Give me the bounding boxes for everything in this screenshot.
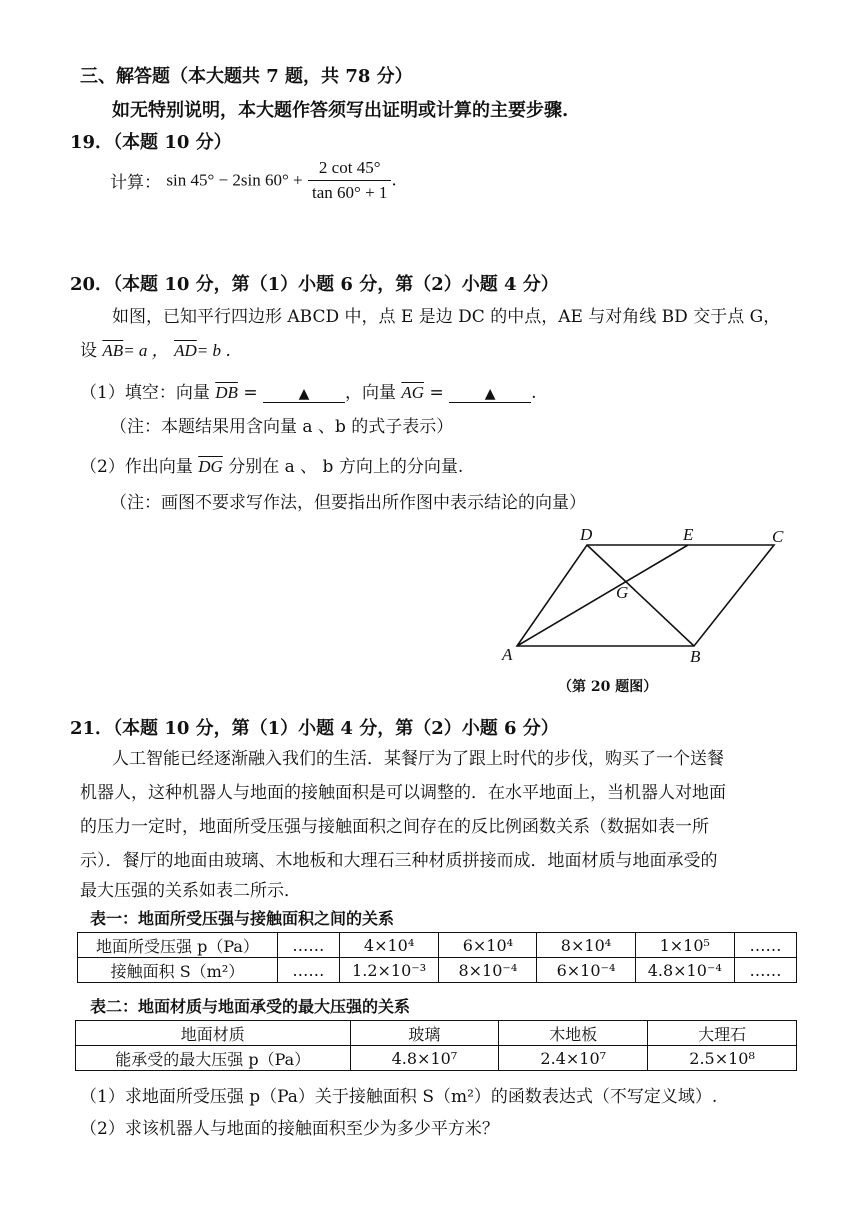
q20-set-word: 设 [80,341,97,361]
table-cell: 4.8×10⁷ [350,1046,499,1071]
q19-points: （本题 10 分） [113,132,232,153]
table2-title: 表二：地面材质与地面承受的最大压强的关系 [90,997,411,1016]
label-b: B [690,647,701,666]
q20-header [70,270,559,296]
label-e: E [683,525,694,544]
table-cell: 8×10⁴ [537,933,635,958]
vector-dg: $\overline{DG}$ [198,457,223,476]
parallelogram-abcd [517,545,774,646]
table-cell: 地面所受压强 p（Pa） [78,933,278,958]
q21-line-4: 示）．餐厅的地面由玻璃、木地板和大理石三种材质拼接而成．地面材质与地面承受的 [80,851,718,871]
table1 [77,932,797,983]
table-row [76,1046,797,1071]
q21-line-3: 的压力一定时，地面所受压强与接触面积之间存在的反比例函数关系（数据如表一所 [80,817,709,837]
q20-stem-line1: 如图，已知平行四边形 ABCD 中，点 E 是边 DC 的中点，AE 与对角线 BD 交于点 G， [112,307,781,327]
q20-p1-mid: ，向量 [344,383,396,403]
table-cell: 8×10⁻⁴ [439,958,537,983]
parallelogram-figure [490,520,810,700]
q19-frac-denominator: tan 60° + 1 [312,183,388,202]
q20-p1-eq1: = [243,383,258,403]
eq-a: = a ， [123,341,169,360]
q19-end: . [391,170,397,191]
q20-points: （本题 10 分，第（1）小题 6 分，第（2）小题 4 分） [113,274,559,295]
q20-part2 [80,452,463,477]
q19-number: 19． [70,132,114,153]
table-cell: 1×10⁵ [635,933,734,958]
q21-points: （本题 10 分，第（1）小题 4 分，第（2）小题 6 分） [113,718,559,739]
q21-line-2: 机器人，这种机器人与地面的接触面积是可以调整的．在水平地面上，当机器人对地面 [80,783,726,803]
q19-expression [110,158,397,203]
table1-title: 表一：地面所受压强与接触面积之间的关系 [90,909,395,928]
table-cell: 能承受的最大压强 p（Pa） [76,1046,351,1071]
q20-part1 [80,378,537,403]
q20-number: 20． [70,274,114,295]
q20-stem-line2 [80,336,242,361]
q19-lead: 计算： [110,173,161,193]
table-row [78,933,797,958]
q20-p1-eq2: = [429,383,444,403]
q20-p1-note: （注：本题结果用含向量 a 、b 的式子表示） [110,417,454,437]
q20-p2-note: （注：画图不要求写作法，但要指出所作图中表示结论的向量） [110,493,586,513]
label-a: A [502,645,513,664]
table-cell: …… [734,958,796,983]
q19-frac-numerator: 2 cot 45° [308,158,391,181]
vector-ad: $\overline{AD}$ [174,341,197,360]
table-cell: 大理石 [648,1021,797,1046]
q20-p1-lead: （1）填空：向量 [80,383,210,403]
section-heading: 三、解答题（本大题共 7 题，共 78 分） [80,66,413,87]
q21-header [70,714,559,740]
q21-line-1: 人工智能已经逐渐融入我们的生活．某餐厅为了跟上时代的步伐，购买了一个送餐 [112,749,724,769]
q20-p2-rest: 分别在 a 、 b 方向上的分向量. [228,457,464,477]
table-cell: …… [734,933,796,958]
table-cell: 6×10⁻⁴ [537,958,635,983]
table2 [75,1020,797,1071]
q19-expr-left: sin 45° − 2sin 60° + [166,170,303,190]
table-cell: 4×10⁴ [339,933,438,958]
table-cell: 玻璃 [350,1021,499,1046]
q21-sub1: （1）求地面所受压强 p（Pa）关于接触面积 S（m²）的函数表达式（不写定义域）. [80,1087,718,1107]
q21-line-5: 最大压强的关系如表二所示． [80,881,301,901]
table-cell: 地面材质 [76,1021,351,1046]
q20-p2-lead: （2）作出向量 [80,457,193,477]
label-g: G [616,583,629,602]
vector-db: $\overline{DB}$ [215,383,238,402]
table-cell: 接触面积 S（m²） [78,958,278,983]
answer-blank-ag[interactable]: ▲ [449,386,531,403]
table-cell: 1.2×10⁻³ [339,958,438,983]
table-cell: 6×10⁴ [439,933,537,958]
section-instruction: 如无特别说明，本大题作答须写出证明或计算的主要步骤. [112,100,569,121]
table-cell: 4.8×10⁻⁴ [635,958,734,983]
table-cell: 2.4×10⁷ [499,1046,648,1071]
answer-blank-db[interactable]: ▲ [263,386,345,403]
q19-header [70,128,232,154]
table-cell: 2.5×10⁸ [648,1046,797,1071]
table-cell: …… [277,958,339,983]
vector-ag: $\overline{AG}$ [401,383,425,402]
q20-p1-end: . [531,383,537,403]
vector-ab: $\overline{AB}$ [102,341,124,360]
table-row [76,1021,797,1046]
q21-number: 21． [70,718,114,739]
figure-caption: （第 20 题图） [558,679,658,695]
label-c: C [772,527,784,546]
label-d: D [580,525,593,544]
table-cell: 木地板 [499,1021,648,1046]
eq-b: = b ． [196,341,243,360]
table-cell: …… [277,933,339,958]
table-row [78,958,797,983]
q19-fraction [308,158,391,203]
q21-sub2: （2）求该机器人与地面的接触面积至少为多少平方米？ [80,1119,499,1139]
